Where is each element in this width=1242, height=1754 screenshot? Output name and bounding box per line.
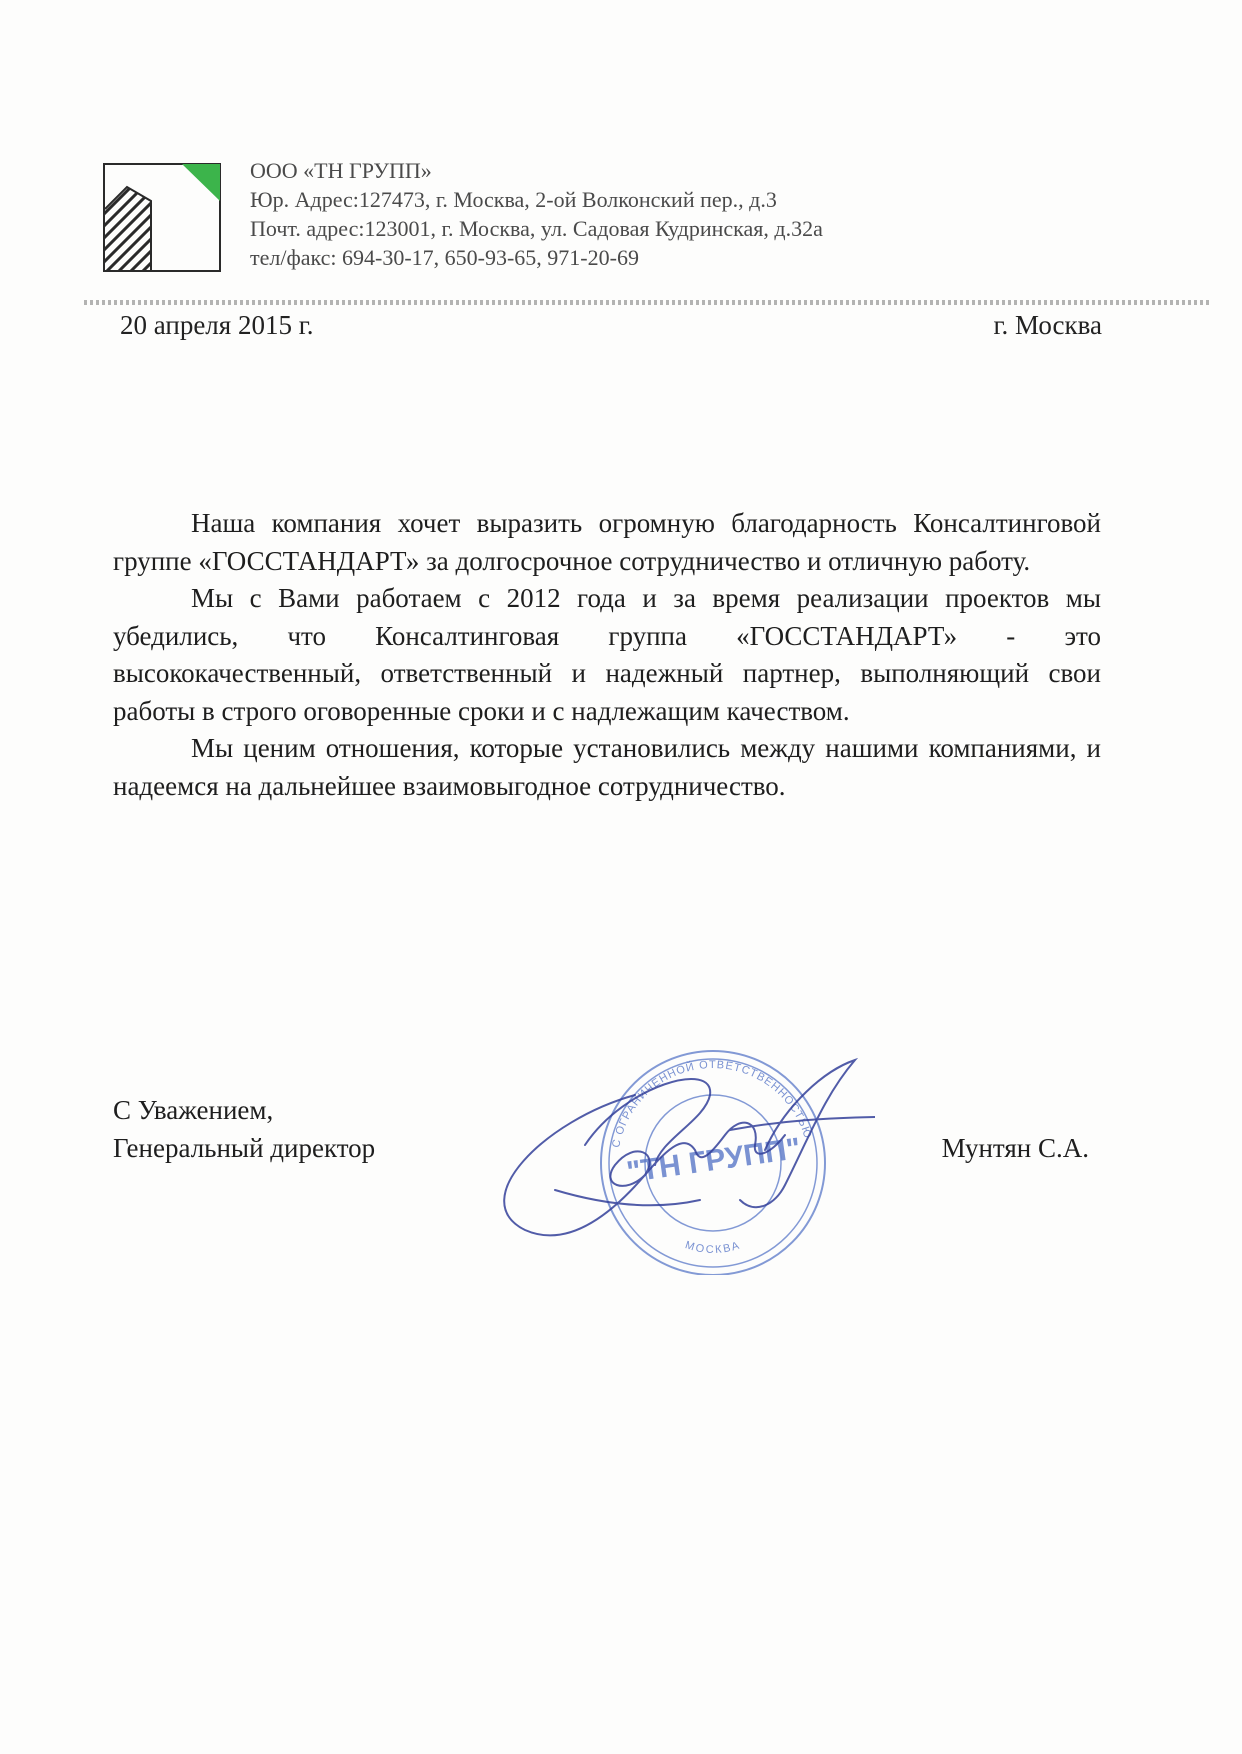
stamp-center-text: "ТН ГРУПП"	[624, 1132, 803, 1190]
postal-address: Почт. адрес:123001, г. Москва, ул. Садовая Кудринская, д.32а	[250, 216, 823, 241]
company-stamp	[485, 1025, 875, 1275]
letter-body	[113, 505, 1101, 805]
signer-position: Генеральный директор	[113, 1132, 376, 1163]
stamp-ring-top: С ОГРАНИЧЕННОЙ ОТВЕТСТВЕННОСТЬЮ	[610, 1058, 814, 1149]
body-paragraph: Мы с Вами работаем с 2012 года и за время реализации проектов мы убедились, что Консалтинговая группа «ГОССТАНДАРТ» - это высококачественный, ответственный и надежный партнер, выполняющий свои работы в строго оговоренные сроки и с надлежащим качеством.	[113, 583, 1101, 726]
closing-greeting: С Уважением,	[113, 1095, 274, 1125]
company-name: ООО «ТН ГРУПП»	[250, 158, 432, 183]
letter-city: г. Москва	[993, 310, 1102, 340]
phone-fax: тел/факс: 694-30-17, 650-93-65, 971-20-69	[250, 245, 639, 270]
body-paragraph: Наша компания хочет выразить огромную благодарность Консалтинговой группе «ГОССТАНДАРТ» за долгосрочное сотрудничество и отличную работу.	[113, 508, 1101, 576]
signer-name: Мунтян С.А.	[941, 1133, 1089, 1163]
legal-address: Юр. Адрес:127473, г. Москва, 2-ой Волконский пер., д.3	[250, 187, 777, 212]
header-divider	[84, 300, 1212, 305]
stamp-ring-bottom: МОСКВА	[683, 1239, 743, 1257]
body-paragraph: Мы ценим отношения, которые установились между нашими компаниями, и надеемся на дальнейшее взаимовыгодное сотрудничество.	[113, 733, 1101, 801]
building-logo-icon	[103, 163, 221, 272]
letter-date: 20 апреля 2015 г.	[120, 310, 314, 340]
closing-block	[113, 1092, 375, 1167]
letterhead	[250, 156, 1050, 272]
